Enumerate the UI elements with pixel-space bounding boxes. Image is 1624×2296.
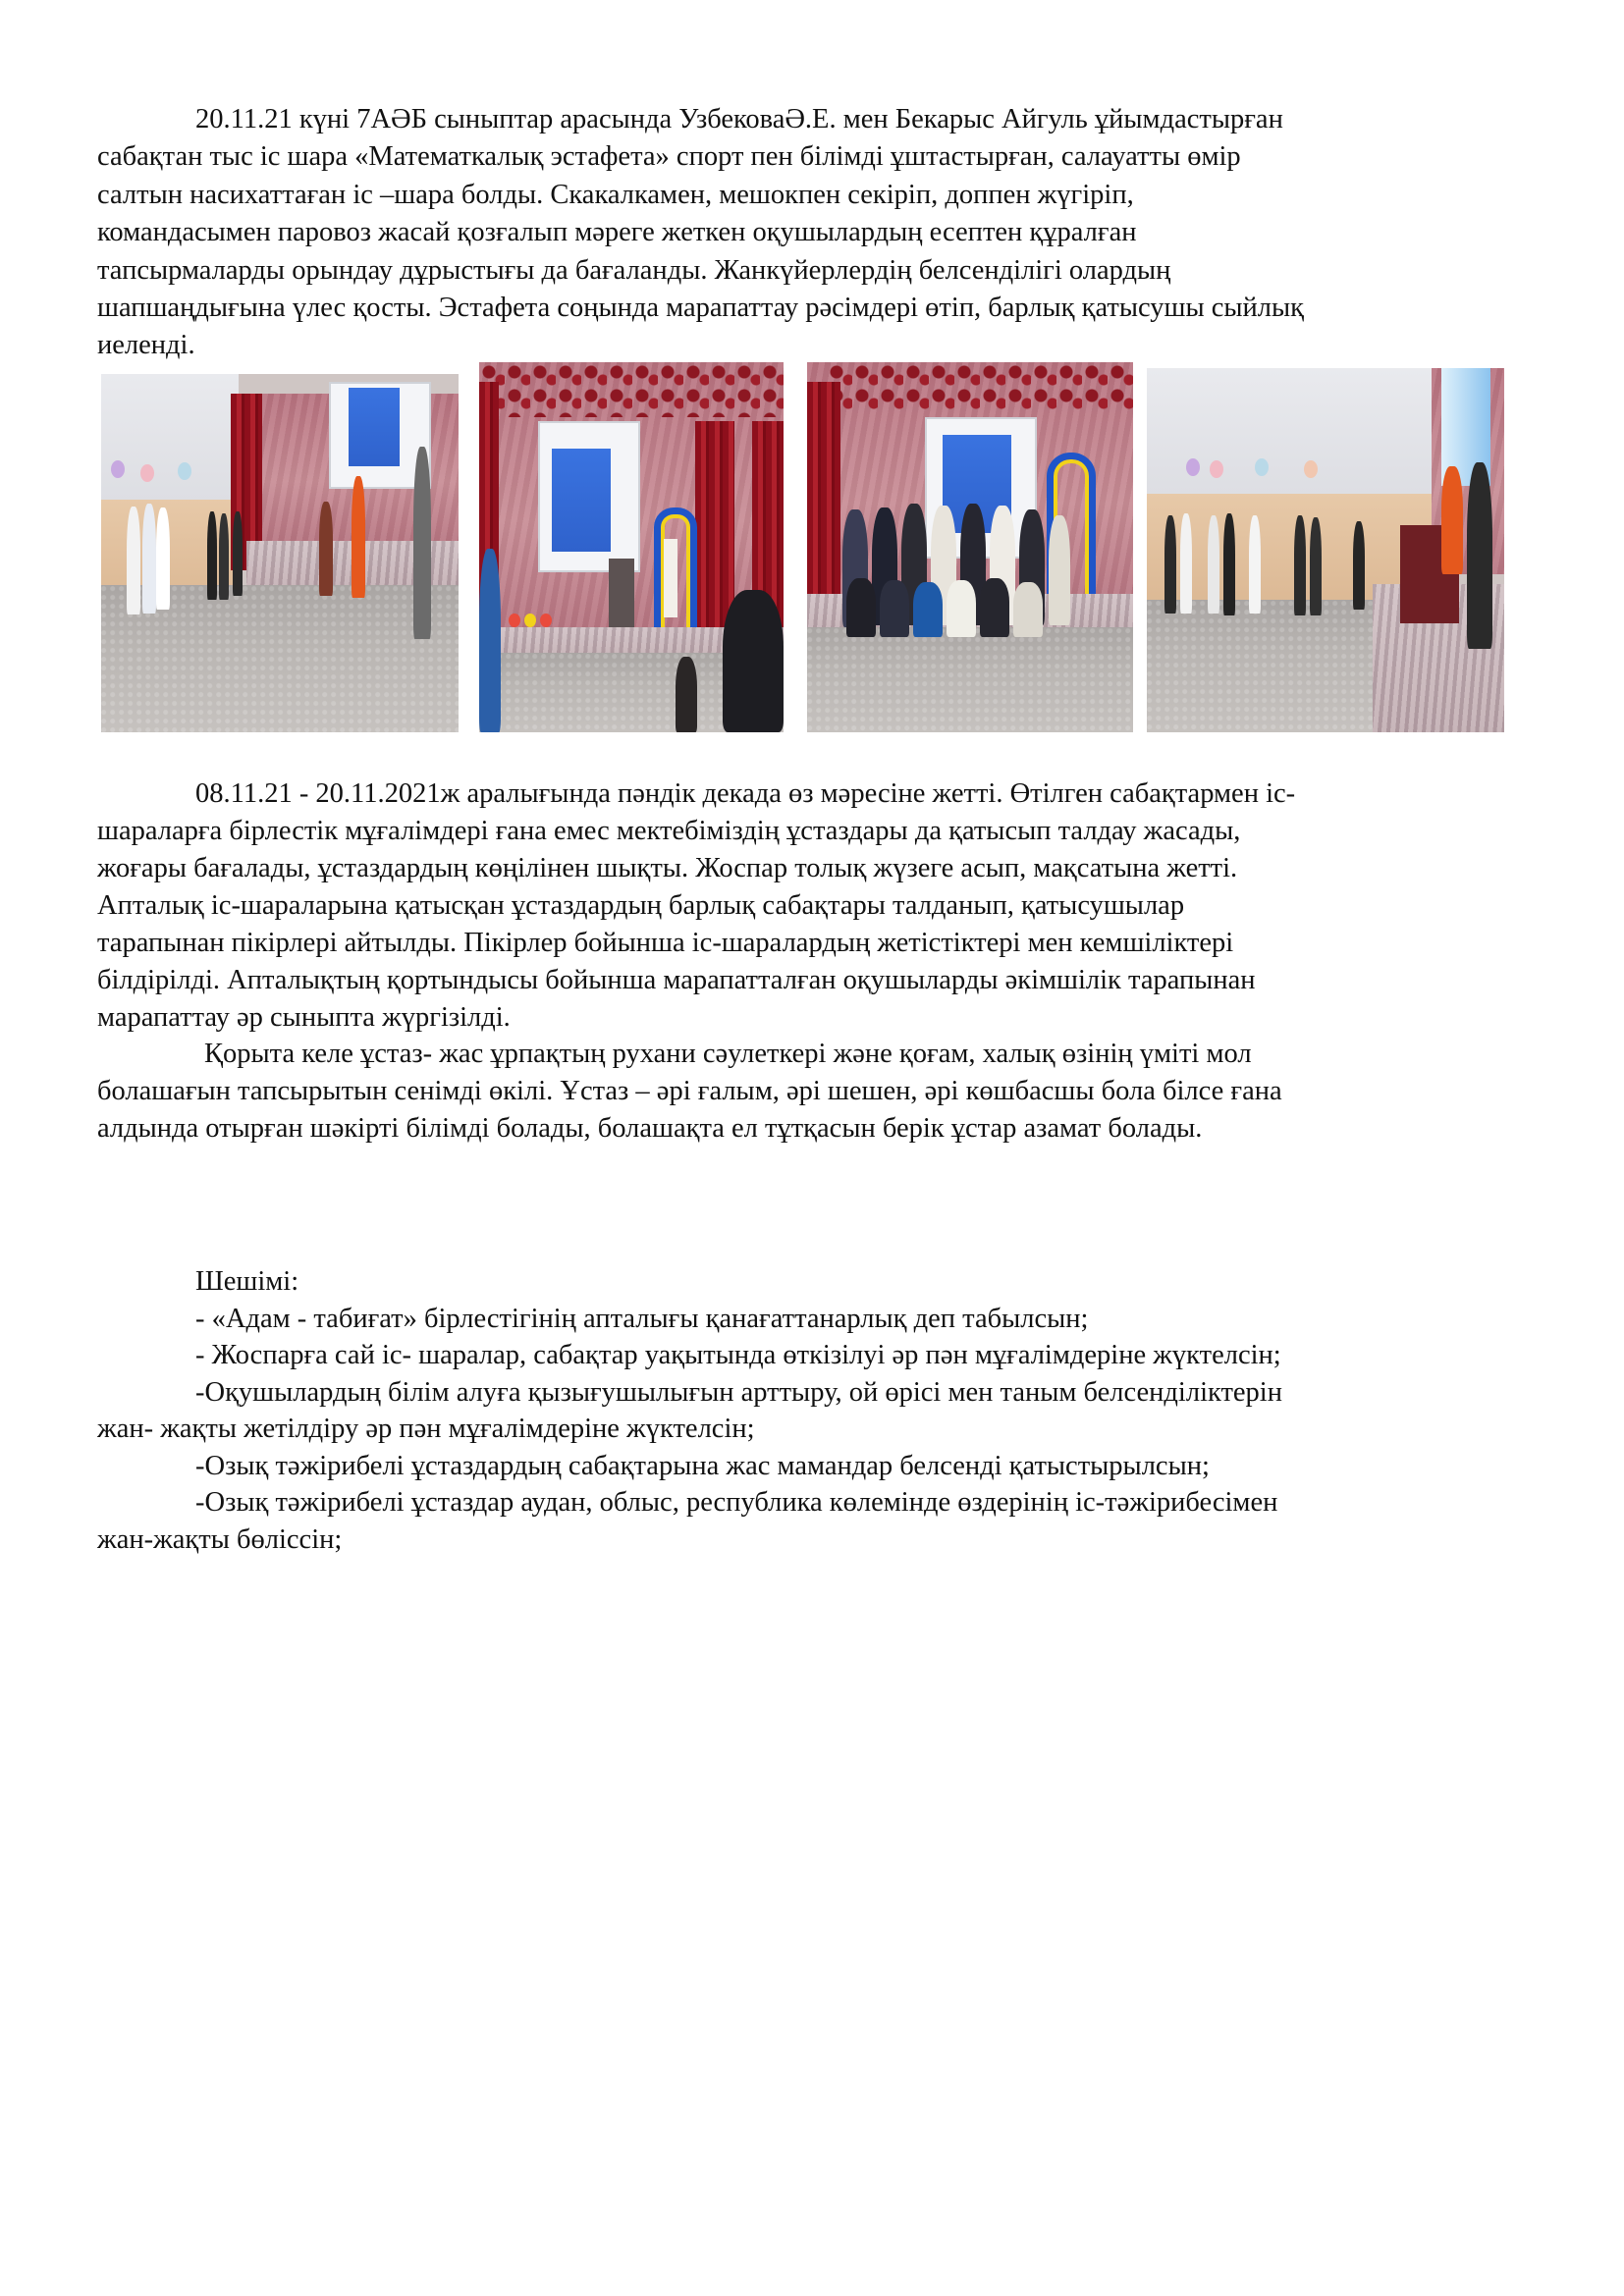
text-line: шараларға бірлестік мұғалімдері ғана емес мектебіміздің ұстаздары да қатысып талдау жасады, (97, 816, 1241, 846)
text-line: болашағын тапсырытын сенімді өкілі. Ұстаз – әрі ғалым, әрі шешен, әрі көшбасшы бола білсе ғана (97, 1076, 1282, 1106)
decision-item: -Озық тәжірибелі ұстаздардың сабақтарына жас мамандар белсенді қатыстырылсын; (195, 1451, 1210, 1481)
text-line: салтын насихаттаған іс –шара болды. Скакалкамен, мешокпен секіріп, доппен жүгіріп, (97, 180, 1134, 210)
text-line: Апталық іс-шараларына қатысқан ұстаздардың барлық сабақтары талданып, қатысушылар (97, 890, 1185, 921)
text-line: алдында отырған шәкірті білімді болады, болашақта ел тұтқасын берік ұстар азамат болады. (97, 1113, 1203, 1144)
text-line: тапсырмаларды орындау дұрыстығы да бағаланды. Жанкүйерлердің белсенділігі олардың (97, 255, 1171, 286)
text-line: Қорыта келе ұстаз- жас ұрпақтың рухани сәулеткері және қоғам, халық өзінің үміті мол (204, 1039, 1252, 1069)
decision-item: - «Адам - табиғат» бірлестігінің апталығы қанағаттанарлық деп табылсын; (195, 1304, 1089, 1334)
event-photo-3 (807, 362, 1133, 732)
decision-item: - Жоспарға сай іс- шаралар, сабақтар уақытында өткізілуі әр пән мұғалімдеріне жүктелсін; (195, 1340, 1281, 1370)
decision-item: -Озық тәжірибелі ұстаздар аудан, облыс, республика көлемінде өздерінің іс-тәжірибесімен (195, 1487, 1278, 1518)
text-line: иеленді. (97, 330, 195, 360)
event-photo-2 (479, 362, 784, 732)
text-line: жоғары бағалады, ұстаздардың көңілінен шықты. Жоспар толық жүзеге асып, мақсатына жетті. (97, 853, 1238, 883)
text-line: білдірілді. Апталықтың қортындысы бойынша марапатталған оқушыларды әкімшілік тарапынан (97, 965, 1256, 995)
text-line: шапшаңдығына үлес қосты. Эстафета соңында марапаттау рәсімдері өтіп, барлық қатысушы сыйлық (97, 293, 1305, 323)
decision-item: -Оқушылардың білім алуға қызығушылығын арттыру, ой өрісі мен таным белсенділіктерін (195, 1377, 1282, 1408)
text-line: тарапынан пікірлері айтылды. Пікірлер бойынша іс-шаралардың жетістіктері мен кемшіліктері (97, 928, 1234, 958)
event-photo-1 (101, 374, 459, 732)
decision-item-continuation: жан-жақты бөліссін; (97, 1524, 343, 1555)
text-line: марапаттау әр сыныпта жүргізілді. (97, 1002, 511, 1033)
decision-heading: Шешімі: (195, 1266, 299, 1297)
text-line: 20.11.21 күні 7АӘБ сыныптар арасында УзбековаӘ.Е. мен Бекарыс Айгуль ұйымдастырған (195, 104, 1283, 134)
text-line: сабақтан тыс іс шара «Математкалық эстафета» спорт пен білімді ұштастырған, салауатты өмір (97, 141, 1241, 172)
decision-item-continuation: жан- жақты жетілдіру әр пән мұғалімдеріне жүктелсін; (97, 1414, 755, 1444)
text-line: 08.11.21 - 20.11.2021ж аралығында пәндік декада өз мәресіне жетті. Өтілген сабақтармен іс- (195, 778, 1296, 809)
event-photo-4 (1147, 368, 1504, 732)
text-line: командасымен паровоз жасай қозғалып мәреге жеткен оқушылардың есептен құралған (97, 217, 1137, 247)
